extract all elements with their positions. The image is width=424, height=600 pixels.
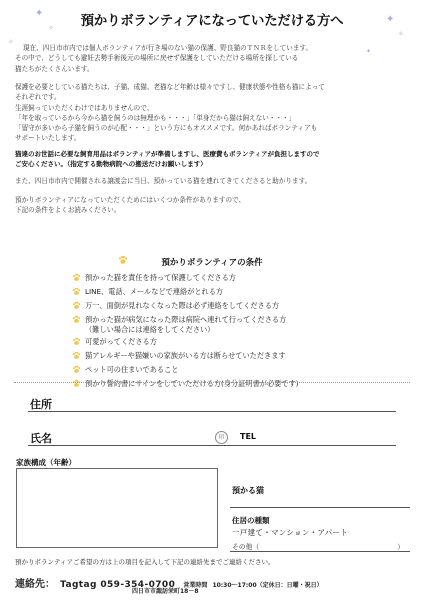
text-line: 「年を取っているから今から猫を飼うのは無理かも・・・」「単身だから猫は飼えない・・・」: [15, 113, 296, 122]
hours-value: 10:30～17:00（定休日：日曜・祝日）: [212, 582, 323, 589]
paw-icon: [72, 273, 81, 282]
text-line: 「留守が多いから子猫を飼うのが心配・・・」という方にもオススメです。何かあればボランティアも: [15, 124, 318, 133]
housing-other-label: その他（: [232, 543, 260, 551]
text-line: 猫達のお世話に必要な飼育用品はボランティアが準備しますし、医療費もボランティアが負担しますので: [15, 150, 320, 158]
sparkle-icon: ✧: [398, 30, 404, 38]
condition-item: [72, 315, 412, 337]
page-title: 預かりボランティアになっていただける方へ: [80, 14, 344, 29]
conditions-title: 預かりボランティアの条件: [161, 258, 263, 268]
condition-text: 可愛がってくださる方: [85, 337, 157, 346]
cat-label: 預かる猫: [232, 486, 264, 495]
sparkle-icon: ✦: [35, 8, 44, 19]
text-line: 預かりボランティアになっていただくためにはいくつか条件がありますので、: [15, 196, 246, 204]
condition-text: （難しい場合には連絡をしてください）: [85, 325, 215, 334]
condition-text: 万一、面倒が見れなくなった際は必ず連絡をしてくださる方: [85, 301, 280, 310]
contact-label: 連絡先：: [15, 579, 55, 590]
conditions-intro-paragraph: [15, 195, 411, 216]
condition-item: [72, 273, 412, 287]
intro-paragraph: [15, 43, 411, 74]
housing-other[interactable]: [232, 541, 410, 551]
condition-text: LINE、電話、メールなどで連絡がとれる方: [85, 287, 224, 296]
text-line: その中で、どうしても避妊去勢手術後元の場所に戻せず保護をしていただける場所を探している: [15, 54, 299, 63]
supplies-note: [15, 149, 411, 170]
cat-field[interactable]: [230, 507, 410, 508]
condition-item: [72, 301, 412, 315]
tel-label: TEL: [240, 432, 257, 441]
hours-label: 営業時間: [183, 582, 208, 589]
condition-text: 預かった猫を責任を持って保護してくださる方: [85, 273, 236, 282]
text-line: 猫たちがたくさんいます。: [15, 64, 94, 73]
family-label: 家族構成（年齢）: [16, 458, 76, 467]
sparkle-icon: ✦: [386, 14, 395, 25]
paw-icon: [72, 287, 81, 296]
sparkle-icon: ✦: [366, 48, 372, 55]
condition-text: ペット可の住まいであること: [85, 365, 179, 374]
contact-phone[interactable]: Tagtag 059-354-0700: [60, 580, 176, 590]
housing-options: 一戸建て・マンション・アパート: [232, 528, 349, 537]
adoption-event-paragraph: [15, 176, 411, 186]
text-line: 下記の条件をよくお読みください。: [15, 206, 121, 215]
paw-icon: [72, 365, 81, 374]
contact-address: 四日市市諏訪栄町18－8: [132, 588, 199, 595]
condition-text: 預かり誓約書にサインをしていただける方(身分証明書が必要です): [85, 379, 299, 388]
paw-icon: [72, 337, 81, 346]
text-line: サポートいたします。: [15, 134, 81, 143]
condition-item: [72, 365, 412, 379]
care-paragraph: [15, 82, 411, 144]
sparkle-icon: ✧: [48, 24, 54, 32]
paw-icon: [72, 379, 81, 388]
text-line: ご安心ください。（指定する動物病院への搬送だけお願いします）: [15, 160, 207, 169]
condition-item: [72, 351, 412, 365]
paw-icon: [72, 351, 81, 360]
footer-note: 預かりボランティアご希望の方は上の項目を記入して下記の連絡先までご連絡ください。: [15, 558, 275, 566]
fold-line: [14, 382, 410, 383]
text-line: 現在、四日市市内では個人ボランティアが行き場のない猫の保護、野良猫のＴＮＲをしています。: [23, 44, 313, 52]
housing-field[interactable]: [230, 551, 410, 552]
paw-icon: [72, 301, 81, 310]
address-label: 住所: [30, 398, 52, 411]
seal-mark: [215, 431, 228, 444]
housing-other-close: ）: [397, 543, 404, 551]
seal-text: 印: [218, 434, 225, 441]
conditions-list: [72, 273, 412, 393]
name-label: 氏名: [30, 432, 52, 445]
family-field[interactable]: [16, 468, 218, 548]
text-line: また、四日市市内で開催される譲渡会に当日、預かっている猫を連れてきてくださると助かります。: [15, 177, 312, 185]
address-field[interactable]: [28, 411, 396, 412]
sparkle-icon: ✧: [8, 38, 14, 46]
paw-icon: [72, 315, 81, 324]
text-line: 生涯飼っていただくわけではありませんので、: [15, 103, 154, 112]
name-field[interactable]: [28, 445, 396, 446]
text-line: 保護を必要としている猫たちは、子猫、成猫、老猫など年齢は様々ですし、健康状態や性格も猫によって: [15, 83, 325, 91]
housing-label: 住居の種類: [232, 516, 270, 525]
text-line: それぞれです。: [15, 93, 61, 102]
condition-item: [72, 287, 412, 301]
condition-text: 猫アレルギーや猫嫌いの家族がいる方は断らせていただきます: [85, 351, 286, 360]
condition-item: [72, 337, 412, 351]
condition-text: 預かった猫が病気になった際は病院へ連れて行ってくださる方: [85, 315, 287, 324]
